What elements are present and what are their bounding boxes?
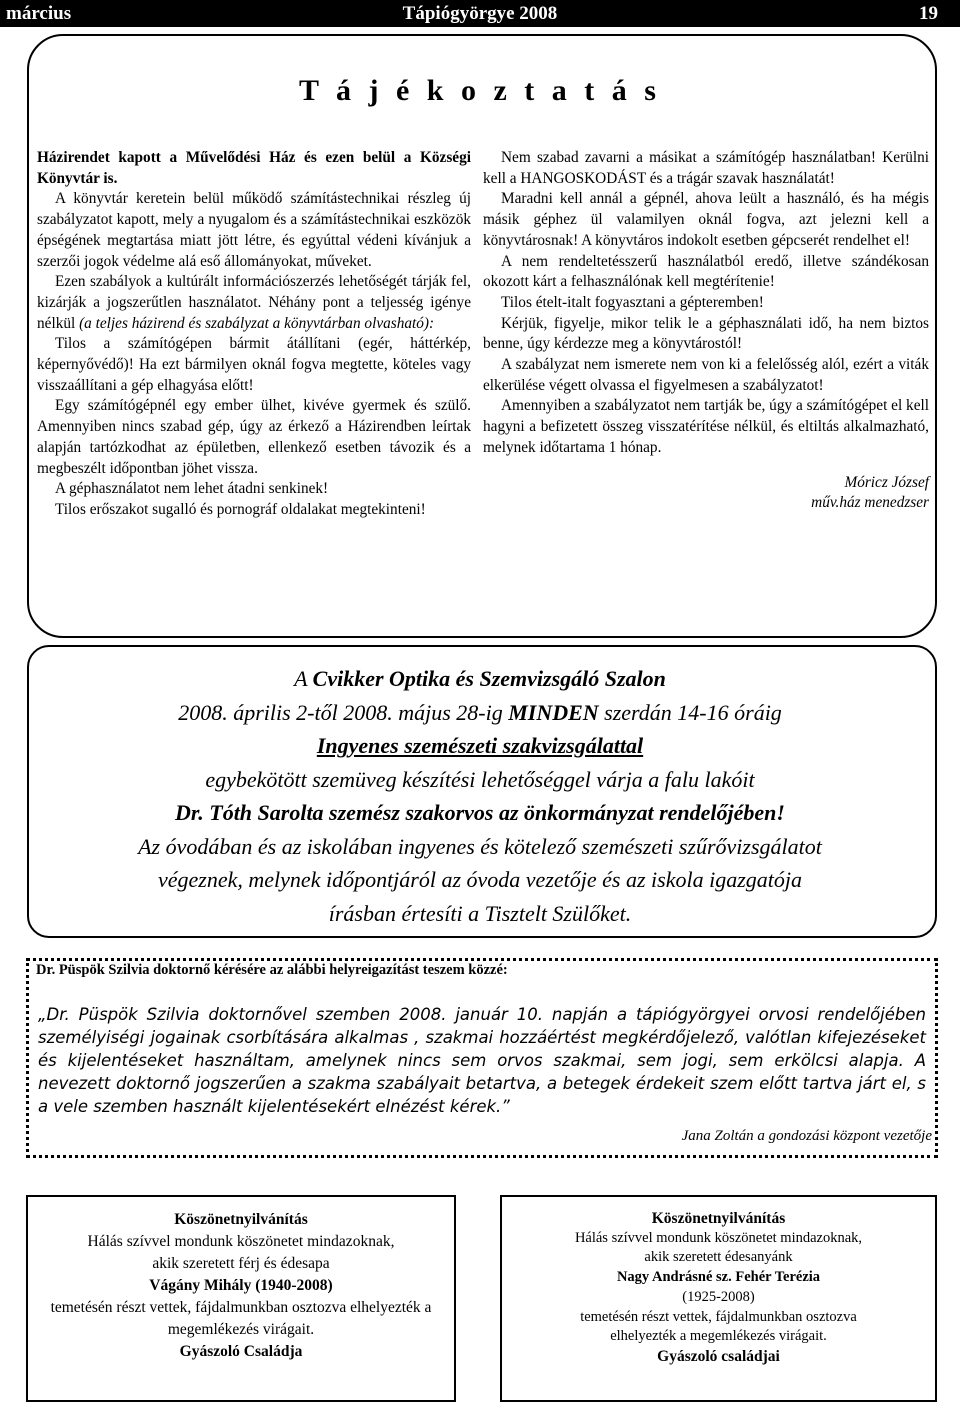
thanks-box-left: [26, 1195, 456, 1402]
optician-hours: szerdán 14-16 óráig: [598, 699, 782, 725]
optician-name: Cvikker Optika és Szemvizsgáló Szalon: [312, 666, 666, 691]
notice-signature-role: műv.ház menedzser: [811, 494, 929, 512]
notice-paragraph: A szabályzat nem ismerete nem von ki a felelősség alól, ezért a viták elkerülése végett olvassa el figyelmesen a szabályzatot!: [483, 356, 929, 394]
thanks-signature: Gyászoló családjai: [657, 1347, 780, 1365]
optician-every: MINDEN: [508, 699, 599, 725]
thanks-signature: Gyászoló Családja: [179, 1343, 303, 1360]
header-title: Tápiógyörgye 2008: [402, 3, 558, 24]
notice-signature-name: Móricz József: [844, 473, 929, 491]
thanks-years: (1925-2008): [682, 1288, 755, 1305]
thanks-text: akik szeretett édesanyánk: [644, 1249, 793, 1266]
notice-italic-note: (a teljes házirend és szabályzat a könyvtárban olvasható):: [79, 314, 435, 332]
optician-line: Ingyenes szemészeti szakvizsgálattal: [316, 733, 644, 758]
notice-paragraph: Tilos a számítógépen bármit átállítani (egér, háttérkép, képernyővédő)! Ha ezt bármilyen oknál fogva megtette, köteles vagy visszaállítani a gép elhagyása előtt!: [37, 335, 471, 394]
thanks-box-right: [500, 1195, 937, 1402]
optician-dates: 2008. április 2-től 2008. május 28-ig: [178, 699, 509, 725]
notice-right-column: [483, 148, 929, 514]
optician-ad: [40, 662, 920, 930]
notice-title: T á j é k o z t a t á s: [299, 74, 661, 107]
notice-paragraph: A géphasználatot nem lehet átadni senkinek!: [55, 480, 329, 498]
optician-line: végeznek, melynek időpontjáról az óvoda vezetője és az iskola igazgatója: [158, 867, 802, 892]
header-page-number: 19: [919, 3, 938, 24]
notice-paragraph: Tilos erőszakot sugalló és pornográf oldalakat megtekinteni!: [55, 500, 426, 518]
notice-paragraph: Amennyiben a szabályzatot nem tartják be, úgy a számítógépet el kell hagyni a befizetett összeg visszatérítése nélkül, és eltiltás alkalmazható, melynek időtartama 1 hónap.: [483, 397, 929, 456]
notice-paragraph: [37, 272, 471, 334]
thanks-title: Köszönetnyilvánítás: [651, 1210, 786, 1227]
optician-line: Dr. Tóth Sarolta szemész szakorvos az önkormányzat rendelőjében!: [175, 800, 785, 825]
optician-line: [40, 696, 920, 730]
notice-left-column: [37, 148, 471, 521]
optician-line: írásban értesíti a Tisztelt Szülőket.: [328, 900, 632, 926]
thanks-deceased-name: Vágány Mihály (1940-2008): [149, 1277, 333, 1294]
notice-paragraph: A nem rendeltetésszerű használatból eredő, illetve szándékosan okozott kárt a felhasználónak kell megtérítenie!: [483, 252, 929, 291]
correction-text: „Dr. Püspök Szilvia doktornővel szemben 2008. január 10. napján a tápiógyörgyei orvosi rendelőjében személyiségi jogainak csorbítására alkalmas , szakmai hozzáértést megkérdőjelező, valótlan kifejezéseket és kijelentéseket használtam, amelynek nincs sem orvos szakmai, sem jogi, sem erkölcsi alapja. A nevezett doktornő jogszerűen a szakma szabályait betartva, a betegek érdekeit szem előtt tartva járt el, s a vele szemben használt kijelentésekért elnézést kérek.”: [38, 1005, 926, 1116]
thanks-deceased-name: Nagy Andrásné sz. Fehér Terézia: [616, 1269, 821, 1286]
notice-intro: Házirendet kapott a Művelődési Ház és ezen belül a Községi Könyvtár is.: [37, 149, 471, 187]
notice-paragraph: Kérjük, figyelje, mikor telik le a géphasználati idő, ha nem biztos benne, úgy kérdezze meg a könyvtárostól!: [483, 314, 929, 353]
notice-text: Ezen szabályok a kultúrált információszerzés lehetőségét tárják fel, kizárják a jogszerűtlen használatot. Néhány pont a teljesség igénye nélkül: [37, 273, 471, 332]
thanks-text: akik szeretett férj és édesapa: [152, 1255, 330, 1272]
thanks-text: Hálás szívvel mondunk köszönetet mindazoknak,: [574, 1229, 863, 1246]
notice-paragraph: Maradni kell annál a gépnél, ahova leült a használó, és ha mégis másik géphez ül valamilyen oknál fogva, azt jelezni kell a könyvtárosnak! A könyvtáros indokolt esetben gépcserét rendelhet el!: [483, 190, 929, 249]
thanks-text: temetésén részt vettek, fájdalmunkban osztozva elhelyezték a megemlékezés virágait.: [50, 1299, 432, 1338]
optician-line: Az óvodában és az iskolában ingyenes és kötelező szemészeti szűrővizsgálatot: [138, 833, 822, 859]
notice-paragraph: A könyvtár keretein belül működő számítástechnikai részleg új szabályzatot kapott, mely a nyugalom és a számítástechnikai eszközök épségének megtartása miatt jött létre, és egyúttal védeni kívánjuk a szerzői jogok védelme alá eső állományokat, műveket.: [37, 190, 471, 270]
optician-text: A: [294, 666, 313, 691]
header-month: március: [6, 3, 72, 24]
optician-line: [40, 662, 920, 696]
thanks-text: temetésén részt vettek, fájdalmunkban osztozva: [580, 1308, 857, 1325]
correction-heading: Dr. Püspök Szilvia doktornő kérésére az alábbi helyreigazítást teszem közzé:: [36, 962, 508, 978]
thanks-title: Köszönetnyilvánítás: [174, 1211, 308, 1228]
thanks-text: Hálás szívvel mondunk köszönetet mindazoknak,: [87, 1233, 395, 1250]
notice-paragraph: Nem szabad zavarni a másikat a számítógép használatban! Kerülni kell a HANGOSKODÁST és a trágár szavak használatát!: [483, 149, 929, 187]
notice-paragraph: Egy számítógépnél egy ember ülhet, kivéve gyermek és szülő. Amennyiben nincs szabad gép, úgy az érkező a Házirendben leírtak alapján tartózkodhat az épületben, ellenkező esetben távozik és a megbeszélt időpontban jöhet vissza.: [37, 397, 471, 477]
optician-line: egybekötött szemüveg készítési lehetőséggel várja a falu lakóit: [205, 766, 755, 792]
thanks-text: elhelyezték a megemlékezés virágait.: [610, 1328, 827, 1345]
correction-signature: Jana Zoltán a gondozási központ vezetője: [681, 1128, 932, 1144]
page-header: [0, 0, 960, 27]
notice-paragraph: Tilos ételt-italt fogyasztani a gépteremben!: [501, 293, 764, 311]
